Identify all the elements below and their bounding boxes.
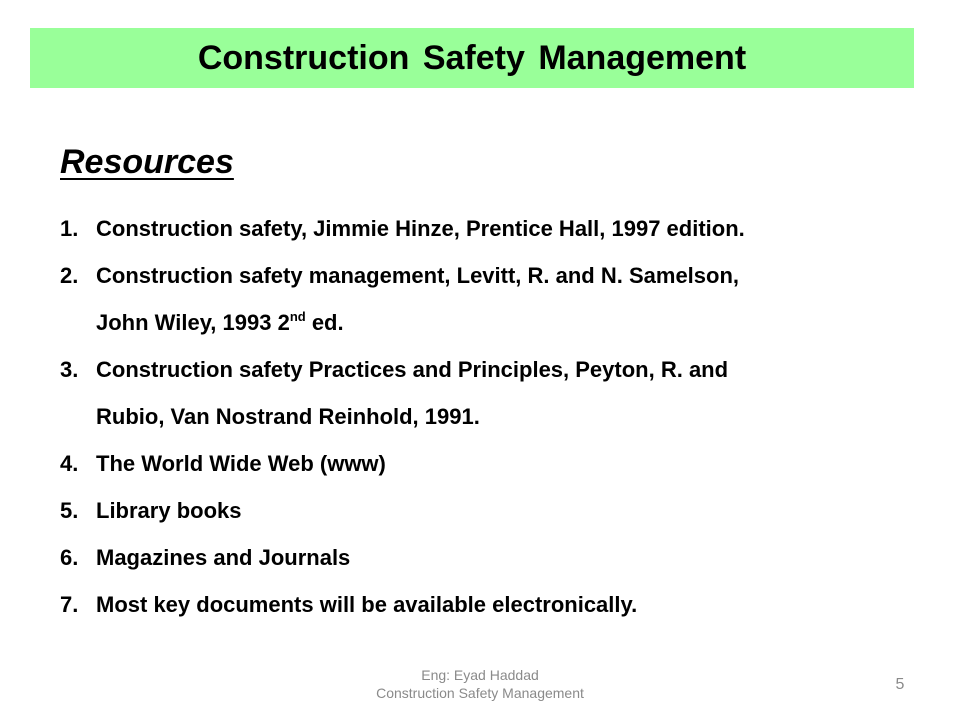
slide-title: Construction Safety Management xyxy=(197,38,747,77)
item-number: 6. xyxy=(60,545,79,570)
list-item-continuation xyxy=(60,299,920,346)
resource-list xyxy=(60,205,920,628)
item-text: Most key documents will be available electronically. xyxy=(96,592,638,617)
list-item xyxy=(60,252,920,299)
footer xyxy=(330,666,630,702)
item-number: 1. xyxy=(60,216,79,241)
item-text: The World Wide Web (www) xyxy=(96,451,386,476)
list-item xyxy=(60,205,920,252)
item-text: Construction safety, Jimmie Hinze, Prentice Hall, 1997 edition. xyxy=(96,216,745,241)
item-number-spacer xyxy=(60,299,96,346)
list-item xyxy=(60,440,920,487)
item-number: 3. xyxy=(60,357,79,382)
item-number: 2. xyxy=(60,263,79,288)
item-number-spacer xyxy=(60,393,96,440)
footer-author: Eng: Eyad Haddad xyxy=(421,667,539,683)
list-item xyxy=(60,534,920,581)
item-number: 5. xyxy=(60,498,79,523)
title-bar xyxy=(30,28,914,88)
list-item-continuation xyxy=(60,393,920,440)
list-item xyxy=(60,346,920,393)
item-number: 7. xyxy=(60,592,79,617)
item-text-continuation xyxy=(96,299,920,346)
item-number: 4. xyxy=(60,451,79,476)
footer-course: Construction Safety Management xyxy=(376,685,584,701)
list-item xyxy=(60,581,920,628)
item-text: Library books xyxy=(96,498,242,523)
item-text-continuation: Rubio, Van Nostrand Reinhold, 1991. xyxy=(96,404,480,429)
item-text: Construction safety Practices and Principles, Peyton, R. and xyxy=(96,357,729,382)
section-heading: Resources xyxy=(60,143,234,181)
list-item xyxy=(60,487,920,534)
page-number: 5 xyxy=(895,676,905,693)
ordinal-suffix: nd xyxy=(289,309,306,324)
item-text-part: ed. xyxy=(305,310,344,335)
item-text: Magazines and Journals xyxy=(96,545,351,570)
item-text-part: John Wiley, 1993 2 xyxy=(96,310,290,335)
item-text: Construction safety management, Levitt, R. and N. Samelson, xyxy=(96,263,740,288)
